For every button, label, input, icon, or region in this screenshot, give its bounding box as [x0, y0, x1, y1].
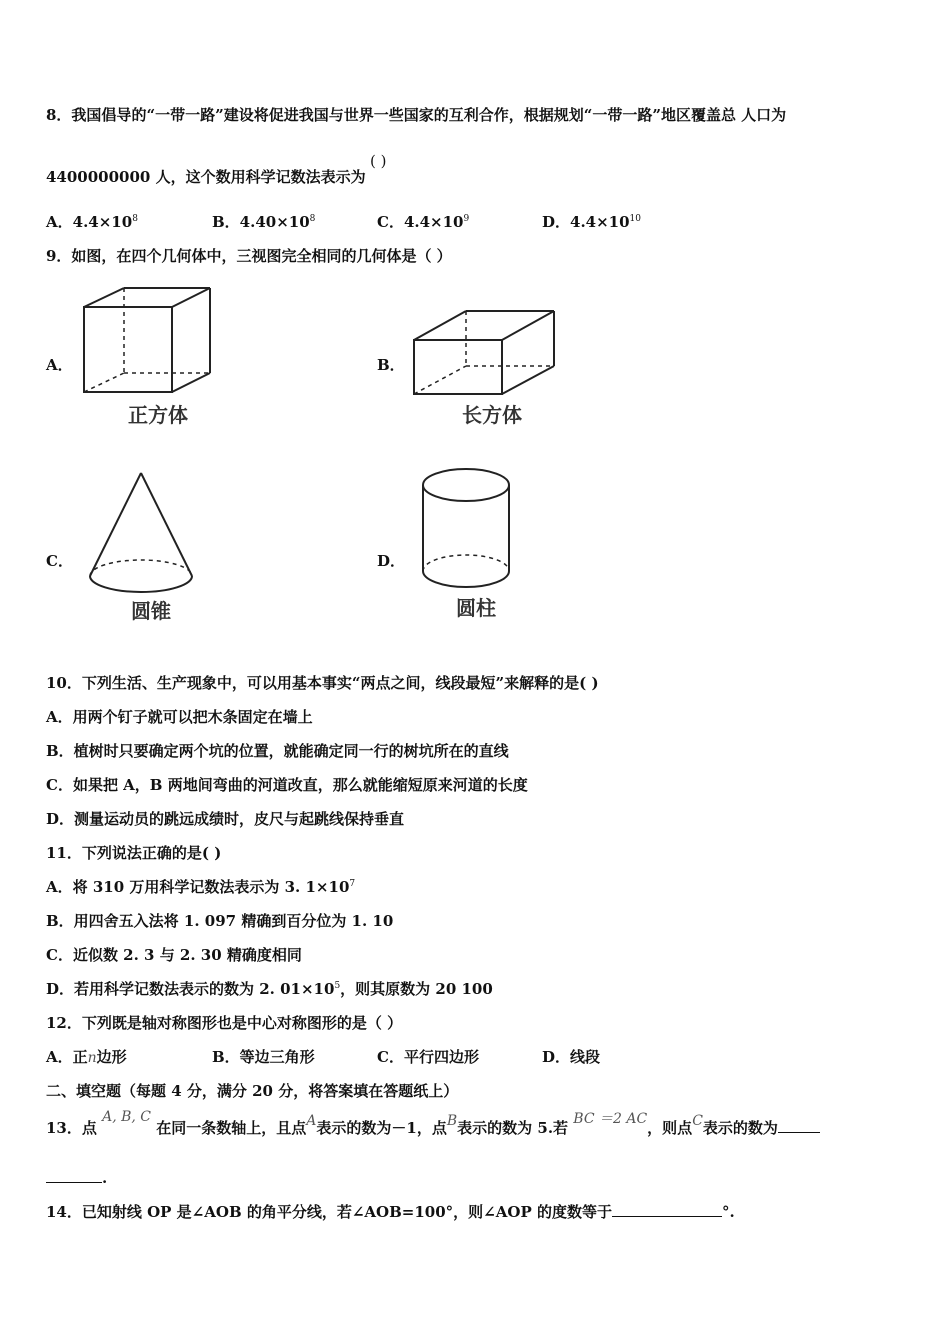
q10-option-c: C．如果把 A，B 两地间弯曲的河道改直，那么就能缩短原来河道的长度	[46, 776, 528, 794]
q11-stem: 11．下列说法正确的是( )	[46, 844, 222, 862]
q10-option-a: A．用两个钉子就可以把木条固定在墙上	[46, 708, 313, 726]
q12-option-c: C．平行四边形	[377, 1048, 479, 1066]
q8-stem: 8．我国倡导的“一带一路”建设将促进我国与世界一些国家的互利合作，根据规划“一带一路”地区覆盖总 人口为	[46, 106, 787, 124]
q8-number-text: 4400000000 人，这个数用科学记数法表示为	[46, 168, 366, 186]
q8-stem-line2	[46, 166, 366, 187]
q14-text: 14．已知射线 OP 是∠AOB 的角平分线，若∠AOB=100°，则∠AOP 的度数等于 °.	[46, 1203, 735, 1221]
q11-option-c: C．近似数 2. 3 与 2. 30 精确度相同	[46, 946, 302, 964]
q12-option-d: D．线段	[542, 1048, 601, 1066]
q9-caption-d: 圆柱	[456, 596, 496, 620]
cone-figure	[85, 470, 205, 630]
section-heading: 二、填空题（每题 4 分，满分 20 分，将答案填在答题纸上）	[46, 1082, 459, 1100]
q13-answer-blank-cont[interactable]	[46, 1168, 102, 1183]
q11-option-b: B．用四舍五入法将 1. 097 精确到百分位为 1. 10	[46, 912, 394, 930]
q8-answer-paren: ( )	[370, 152, 387, 170]
q8-option-d: D．$4.4\times 10^{10}$	[542, 213, 641, 231]
q13-answer-blank[interactable]	[778, 1118, 820, 1133]
q9-caption-b: 长方体	[462, 403, 522, 427]
q8-option-b: B．$4.40\times 10^8$	[212, 213, 316, 231]
q13-text: 13．点 A, B, C 在同一条数轴上，且点A表示的数为－1，点B表示的数为 5.若 BC ＝2 AC，则点C表示的数为	[46, 1117, 820, 1138]
q11-option-a: A．将 310 万用科学记数法表示为 3. $1\times 10^7$	[46, 878, 356, 896]
q13-blank-cont: .	[46, 1168, 107, 1187]
q9-caption-c: 圆锥	[131, 599, 171, 623]
q10-option-b: B．植树时只要确定两个坑的位置，就能确定同一行的树坑所在的直线	[46, 742, 509, 760]
q9-figure-c-label: C．	[46, 552, 73, 570]
q9-figure-a-label: A．	[46, 356, 73, 374]
cube-figure	[80, 285, 220, 435]
cylinder-figure	[418, 465, 518, 625]
q8-option-a: A．$4.4\times 10^8$	[46, 213, 138, 231]
cuboid-figure	[410, 308, 560, 438]
q9-stem: 9．如图，在四个几何体中，三视图完全相同的几何体是（ ）	[46, 247, 452, 265]
q14-answer-blank[interactable]	[612, 1202, 722, 1217]
q9-figure-d-label: D．	[377, 552, 406, 570]
q10-option-d: D．测量运动员的跳远成绩时，皮尺与起跳线保持垂直	[46, 810, 405, 828]
q12-option-b: B．等边三角形	[212, 1048, 315, 1066]
q10-stem: 10．下列生活、生产现象中，可以用基本事实“两点之间，线段最短”来解释的是( )	[46, 674, 599, 692]
q12-stem: 12．下列既是轴对称图形也是中心对称图形的是（ ）	[46, 1014, 403, 1032]
q9-figure-b-label: B．	[377, 356, 405, 374]
q8-option-c: C．$4.4\times 10^9$	[377, 213, 470, 231]
q12-option-a: A．正n边形	[46, 1048, 127, 1066]
q11-option-d: D．若用科学记数法表示的数为 2. $01\times 10^5$，则其原数为 20 100	[46, 980, 493, 998]
q9-caption-a: 正方体	[128, 403, 188, 427]
